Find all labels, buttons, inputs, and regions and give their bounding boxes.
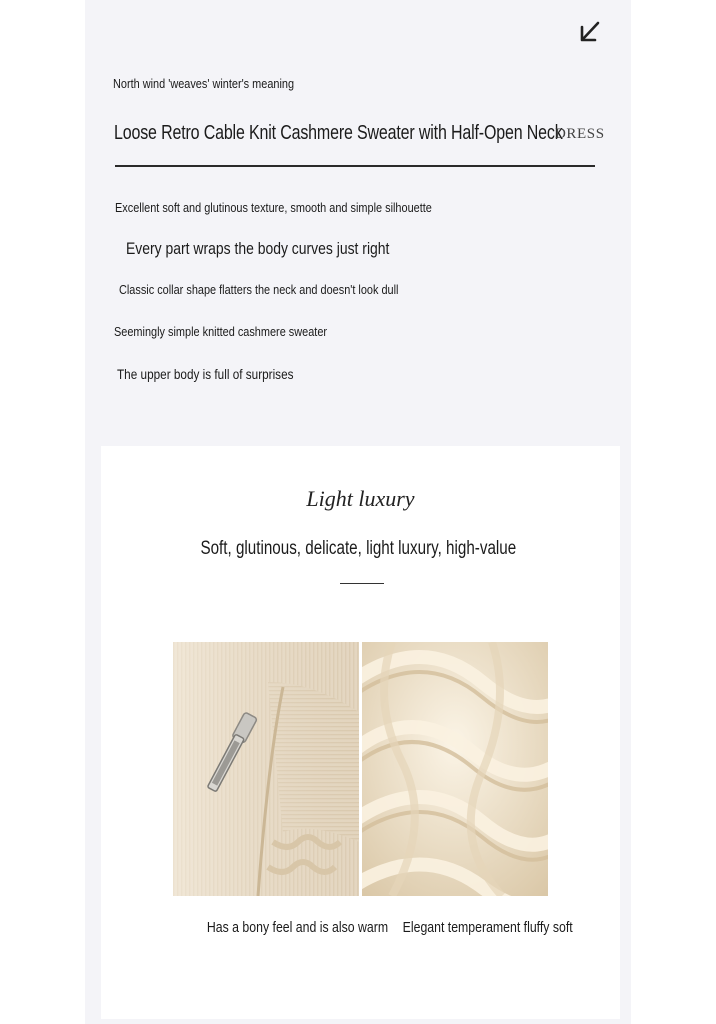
arrow-down-left-icon (577, 16, 603, 46)
feature-line: The upper body is full of surprises (117, 366, 294, 382)
zipper-collar-photo (173, 642, 359, 896)
photo-caption-text: Elegant temperament fluffy soft (402, 919, 573, 936)
photo-caption (384, 919, 591, 936)
photo-caption (187, 919, 408, 936)
tagline: North wind 'weaves' winter's meaning (113, 76, 295, 91)
section-divider (340, 583, 384, 584)
section-subtitle (0, 538, 716, 560)
section-subtitle-text: Soft, glutinous, delicate, light luxury, high-value (200, 538, 516, 559)
zipper-collar-image (173, 642, 359, 896)
cable-knit-photo (362, 642, 548, 896)
feature-line: Classic collar shape flatters the neck and doesn't look dull (119, 282, 399, 297)
category-tag: DRESS (555, 126, 605, 142)
photo-caption-text: Has a bony feel and is also warm (206, 919, 389, 936)
feature-line: Every part wraps the body curves just right (126, 239, 390, 258)
cable-knit-image (362, 642, 548, 896)
feature-line: Excellent soft and glutinous texture, smooth and simple silhouette (115, 200, 432, 215)
title-divider (115, 165, 595, 167)
section-title: Light luxury (306, 486, 415, 511)
feature-line: Seemingly simple knitted cashmere sweater (114, 324, 328, 339)
product-title: Loose Retro Cable Knit Cashmere Sweater with Half-Open Neck (114, 122, 563, 144)
